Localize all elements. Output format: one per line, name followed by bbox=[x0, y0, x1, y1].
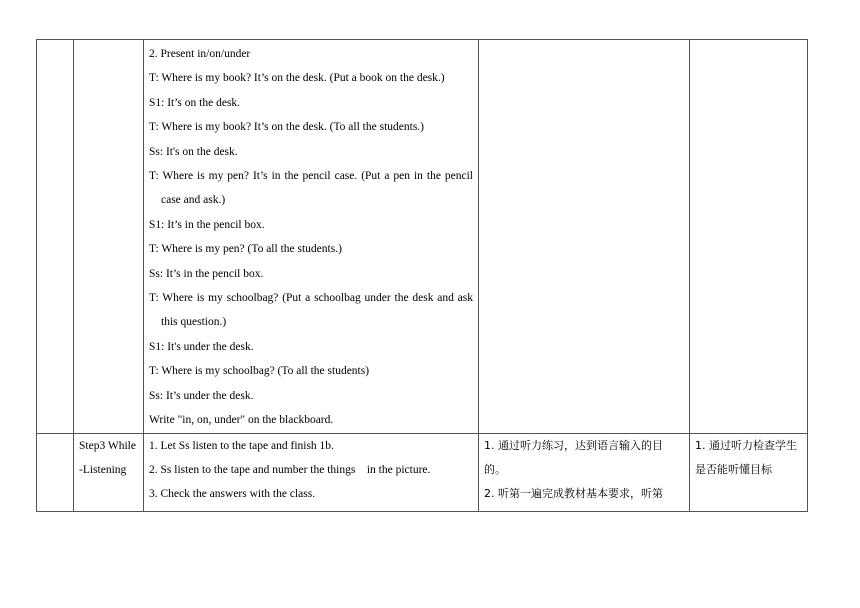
lesson-plan-table bbox=[36, 39, 808, 512]
table-cell-empty bbox=[37, 40, 74, 434]
purpose-cell bbox=[479, 40, 690, 434]
activity-cell bbox=[144, 433, 479, 511]
activity-line: Ss: It's on the desk. bbox=[149, 145, 238, 158]
activity-line: T: Where is my book? It’s on the desk. (Put a book on the desk.) bbox=[149, 72, 445, 85]
purpose-cell bbox=[479, 433, 690, 511]
evaluation-cell bbox=[690, 433, 808, 511]
activity-line: 2. Present in/on/under bbox=[149, 48, 251, 60]
activity-line: S1: It’s on the desk. bbox=[149, 96, 241, 109]
evaluation-text: 1. 通过听力检查学生是否能听懂目标 bbox=[695, 438, 797, 476]
activity-line: S1: It's under the desk. bbox=[149, 340, 254, 353]
activity-line: Write "in, on, under" on the blackboard. bbox=[149, 414, 334, 427]
activity-line: T: Where is my book? It’s on the desk. (To all the students.) bbox=[149, 121, 424, 134]
purpose-line: 1. 通过听力练习，达到语言输入的目的。 bbox=[484, 438, 663, 476]
activity-line: Ss: It’s under the desk. bbox=[149, 389, 254, 402]
activity-line: T: Where is my schoolbag? (To all the students) bbox=[149, 365, 370, 378]
activity-line: 2. Ss listen to the tape and number the things in the picture. bbox=[149, 463, 431, 476]
activity-line: T: Where is my pen? (To all the students.) bbox=[149, 243, 342, 256]
step-cell bbox=[74, 40, 144, 434]
table-row bbox=[37, 433, 808, 511]
step-cell bbox=[74, 433, 144, 511]
table-cell-empty bbox=[37, 433, 74, 511]
activity-line: 1. Let Ss listen to the tape and finish 1b. bbox=[149, 439, 334, 452]
activity-line: T: Where is my schoolbag? (Put a schoolbag under the desk and ask this question.) bbox=[149, 292, 473, 329]
activity-cell bbox=[144, 40, 479, 434]
activity-line: S1: It’s in the pencil box. bbox=[149, 218, 265, 231]
table-row bbox=[37, 40, 808, 434]
activity-line: 3. Check the answers with the class. bbox=[149, 488, 316, 501]
activity-line: T: Where is my pen? It’s in the pencil case. (Put a pen in the pencil case and ask.) bbox=[149, 170, 473, 207]
purpose-line: 2. 听第一遍完成教材基本要求，听第 bbox=[484, 487, 663, 501]
step-label: Step3 While-Listening bbox=[79, 439, 136, 476]
activity-line: Ss: It’s in the pencil box. bbox=[149, 267, 264, 280]
evaluation-cell bbox=[690, 40, 808, 434]
